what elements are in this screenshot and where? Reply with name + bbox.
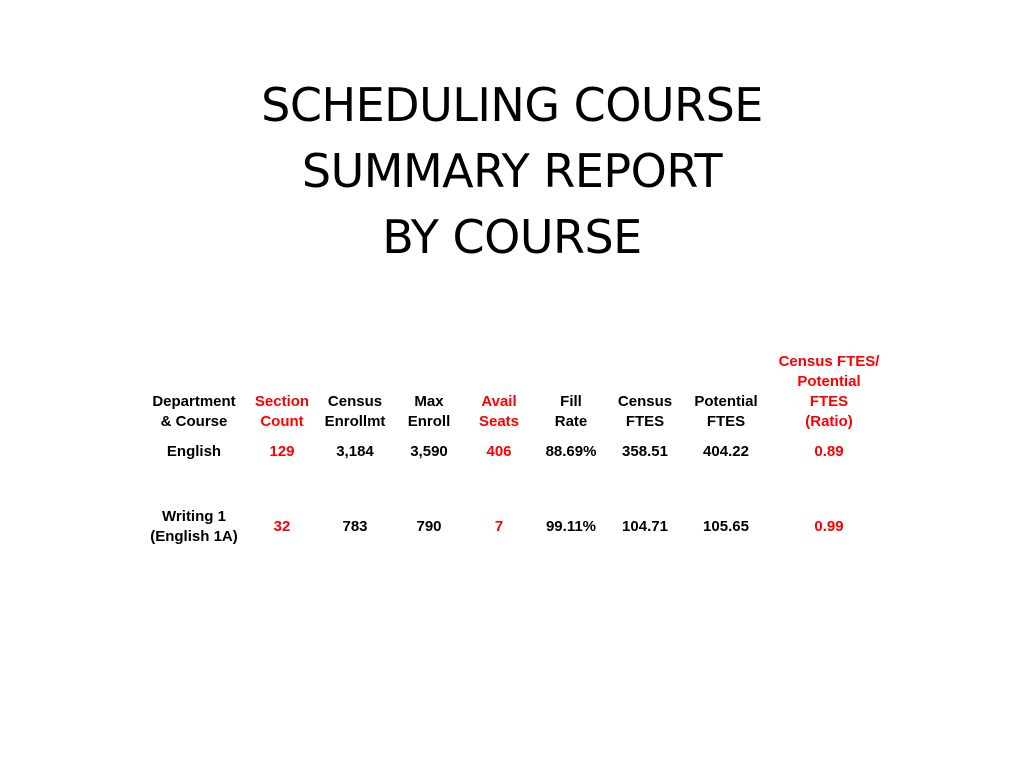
header-max-enroll-line-1: Max [414, 393, 444, 410]
cell-census-ftes: 358.51 [622, 443, 668, 460]
cell-census-enrollment: 783 [342, 518, 368, 535]
cell-ftes-ratio: 0.99 [814, 518, 844, 535]
table-row-english [140, 432, 888, 496]
cell-ftes-ratio: 0.89 [814, 443, 844, 460]
header-max-enroll [394, 350, 464, 432]
header-ftes-ratio [770, 350, 888, 432]
page-title [0, 72, 1024, 270]
cell-department [140, 432, 248, 496]
cell-max-enroll: 790 [416, 518, 442, 535]
cell-potential-ftes: 105.65 [703, 518, 749, 535]
title-line-3: BY COURSE [382, 210, 642, 264]
header-potential-ftes-line-1: Potential [694, 393, 758, 410]
header-fill-rate [534, 350, 608, 432]
title-line-1: SCHEDULING COURSE [261, 78, 763, 132]
table-row-writing-1 [140, 496, 888, 558]
cell-max-enroll: 3,590 [410, 443, 448, 460]
cell-department-line-1: Writing 1 [162, 508, 226, 525]
header-fill-rate-line-1: Fill [560, 393, 582, 410]
header-section-count [248, 350, 316, 432]
header-census-enrollment [316, 350, 394, 432]
header-department-course [140, 350, 248, 432]
header-potential-ftes [682, 350, 770, 432]
header-max-enroll-line-2: Enroll [407, 413, 451, 430]
header-section-line-2: Count [260, 413, 304, 430]
cell-fill-rate: 99.11% [545, 518, 597, 535]
cell-avail-seats: 7 [494, 518, 504, 535]
header-avail-seats-line-1: Avail [481, 393, 517, 410]
summary-table [140, 350, 888, 558]
cell-section-count: 129 [269, 443, 295, 460]
cell-census-enrollment: 3,184 [336, 443, 374, 460]
header-ratio-line-4: (Ratio) [805, 413, 853, 430]
header-census-ftes [608, 350, 682, 432]
cell-fill-rate: 88.69% [545, 443, 597, 460]
table-header-row [140, 350, 888, 432]
header-census-enrollment-line-2: Enrollmt [324, 413, 386, 430]
cell-potential-ftes: 404.22 [703, 443, 749, 460]
header-avail-seats [464, 350, 534, 432]
header-census-ftes-line-2: FTES [625, 413, 665, 430]
cell-department-line-1: English [166, 443, 222, 460]
title-line-2: SUMMARY REPORT [301, 144, 723, 198]
header-section-line-1: Section [254, 393, 310, 410]
header-department-line-2: & Course [160, 413, 228, 430]
cell-census-ftes: 104.71 [622, 518, 668, 535]
cell-section-count: 32 [273, 518, 291, 535]
cell-avail-seats: 406 [486, 443, 512, 460]
header-ratio-line-3: FTES [809, 393, 849, 410]
header-department-line-1: Department [152, 393, 236, 410]
cell-department [140, 496, 248, 558]
header-census-ftes-line-1: Census [617, 393, 673, 410]
header-census-enrollment-line-1: Census [327, 393, 383, 410]
header-avail-seats-line-2: Seats [478, 413, 520, 430]
header-ratio-line-1: Census FTES/ [778, 353, 880, 370]
header-ratio-line-2: Potential [797, 373, 861, 390]
header-fill-rate-line-2: Rate [554, 413, 588, 430]
header-potential-ftes-line-2: FTES [706, 413, 746, 430]
cell-department-line-2: (English 1A) [150, 528, 238, 545]
